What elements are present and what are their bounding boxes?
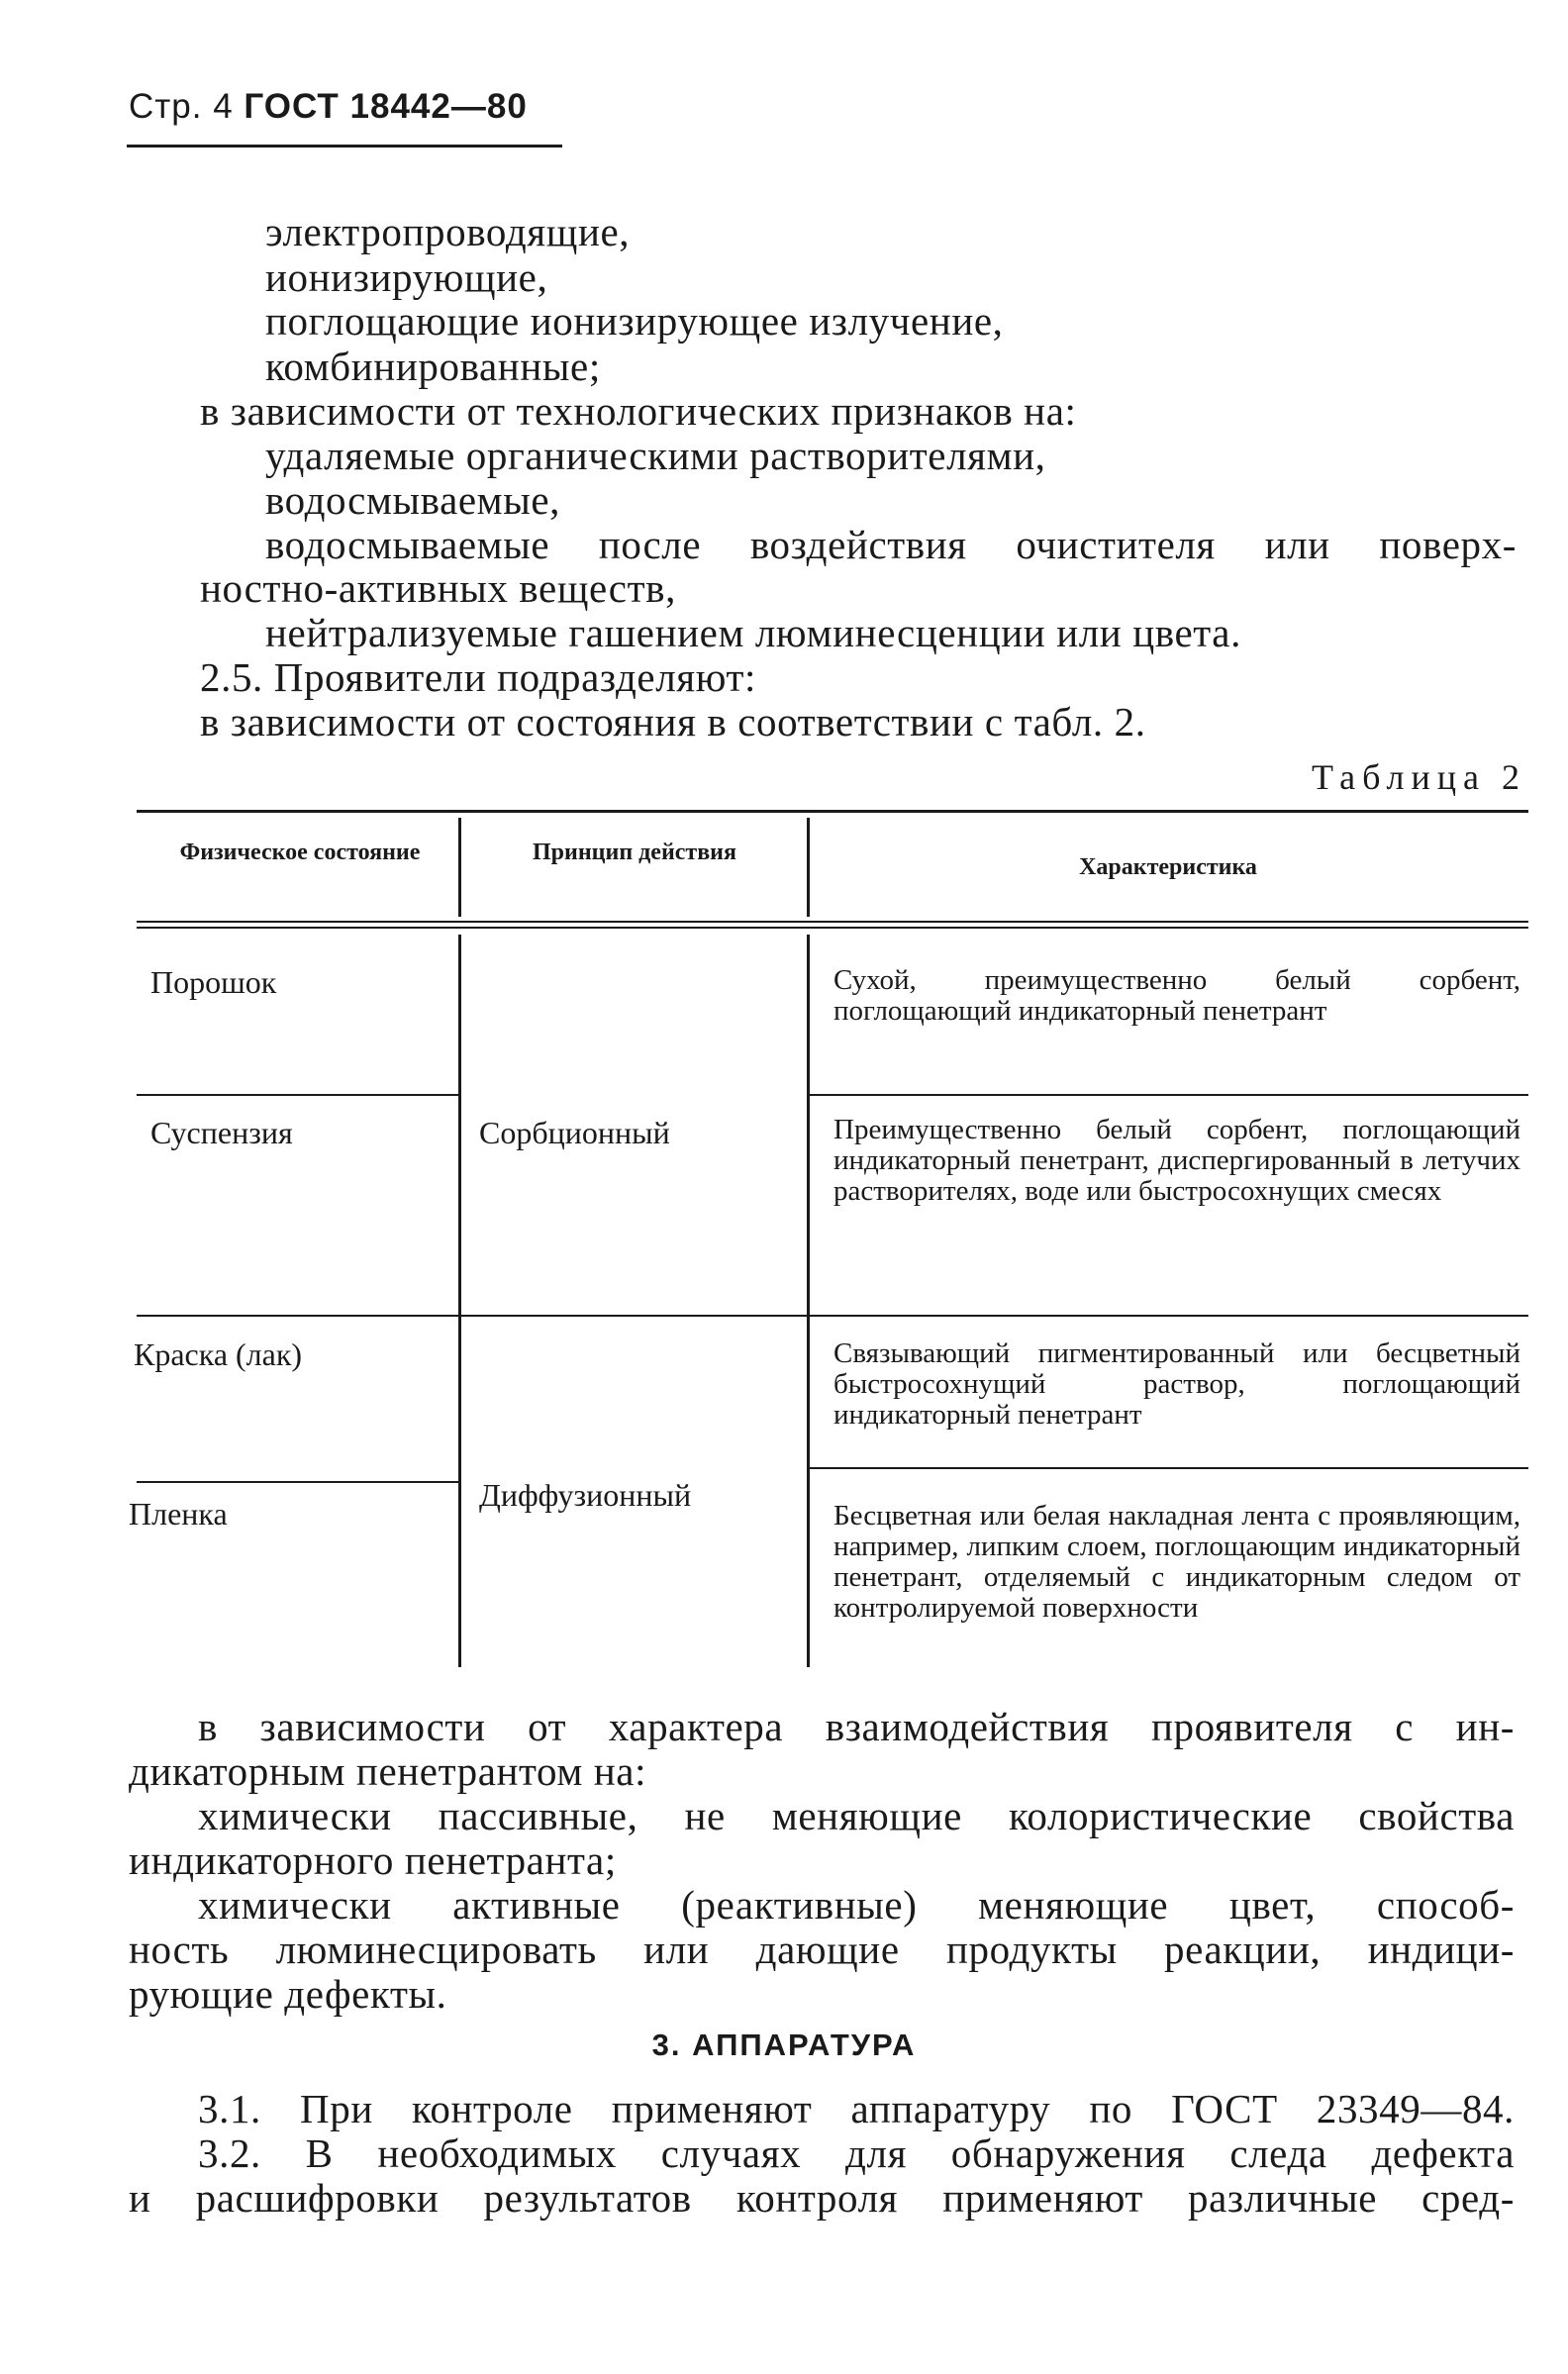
state-cell-powder: Порошок — [150, 964, 277, 1000]
header-divider — [127, 145, 562, 148]
body-line: водосмываемые после воздействия очистителя или поверх- — [265, 522, 1517, 567]
table-caption: Таблица 2 — [1312, 757, 1526, 797]
table-col-divider — [807, 935, 810, 1667]
body-line: водосмываемые, — [265, 477, 561, 523]
document-code: ГОСТ 18442—80 — [244, 87, 528, 126]
col-header-state: Физическое состояние — [179, 840, 421, 865]
col-header-principle: Принцип действия — [533, 840, 736, 865]
body-line: дикаторным пенетрантом на: — [129, 1748, 647, 1794]
page-number: Стр. 4 — [129, 87, 234, 126]
body-line: удаляемые органическими растворителями, — [265, 433, 1046, 478]
body-line: электропроводящие, — [265, 209, 631, 254]
row-divider — [137, 1315, 1528, 1317]
col-header-characteristic: Характеристика — [1079, 854, 1257, 880]
description-cell-paint: Связывающий пигментированный или бесцветный быстросохнущий раствор, поглощающий индикаторный пенетрант — [833, 1337, 1520, 1431]
body-line: нейтрализуемые гашением люминесценции или цвета. — [265, 610, 1241, 655]
body-line: в зависимости от состояния в соответствии с табл. 2. — [200, 699, 1146, 744]
body-line: комбинированные; — [265, 344, 601, 389]
body-line: в зависимости от характера взаимодействия проявителя с ин- — [198, 1704, 1515, 1749]
body-line: ностно-активных веществ, — [200, 565, 676, 611]
state-cell-suspension: Суспензия — [150, 1115, 293, 1150]
row-divider — [810, 1094, 1528, 1096]
state-cell-paint: Краска (лак) — [134, 1336, 303, 1372]
table-top-rule — [137, 810, 1528, 813]
description-cell-film: Бесцветная или белая накладная лента с проявляющим, например, липким слоем, поглощающим индикаторный пенетрант, отделяемый с индикаторным следом от контролируемой поверхности — [833, 1500, 1520, 1624]
body-line: ность люминесцировать или дающие продукты реакции, индици- — [129, 1927, 1515, 1972]
table-col-divider — [458, 818, 461, 917]
clause-2-5: 2.5. Проявители подразделяют: — [200, 654, 756, 700]
table-header-rule — [137, 921, 1528, 923]
description-cell-suspension: Преимущественно белый сорбент, поглощающий индикаторный пенетрант, диспергированный в летучих растворителях, воде или быстросохнущих смесях — [833, 1114, 1520, 1207]
body-line: химически пассивные, не меняющие колористические свойства — [198, 1793, 1515, 1838]
state-cell-film: Пленка — [129, 1496, 228, 1532]
row-divider — [137, 1094, 459, 1096]
body-line: и расшифровки результатов контроля применяют различные сред- — [129, 2175, 1515, 2221]
page-header — [129, 87, 528, 127]
body-line: индикаторного пенетранта; — [129, 1837, 617, 1883]
body-line: ионизирующие, — [265, 254, 548, 300]
row-divider — [137, 1481, 459, 1483]
principle-cell-diffusion: Диффузионный — [479, 1477, 692, 1513]
clause-3-2: 3.2. В необходимых случаях для обнаружения следа дефекта — [198, 2130, 1515, 2176]
table-col-divider — [807, 818, 810, 917]
row-divider — [810, 1467, 1528, 1469]
clause-3-1: 3.1. При контроле применяют аппаратуру по ГОСТ 23349—84. — [198, 2086, 1515, 2131]
table-header-rule — [137, 927, 1528, 929]
body-line: в зависимости от технологических признаков на: — [200, 388, 1077, 434]
principle-cell-sorption: Сорбционный — [479, 1115, 670, 1150]
body-line: рующие дефекты. — [129, 1971, 447, 2017]
table-col-divider — [458, 935, 461, 1667]
section-title: 3. АППАРАТУРА — [651, 2028, 917, 2062]
description-cell-powder: Сухой, преимущественно белый сорбент, поглощающий индикаторный пенетрант — [833, 964, 1520, 1027]
body-line: химически активные (реактивные) меняющие цвет, способ- — [198, 1882, 1515, 1928]
body-line: поглощающие ионизирующее излучение, — [265, 298, 1004, 344]
